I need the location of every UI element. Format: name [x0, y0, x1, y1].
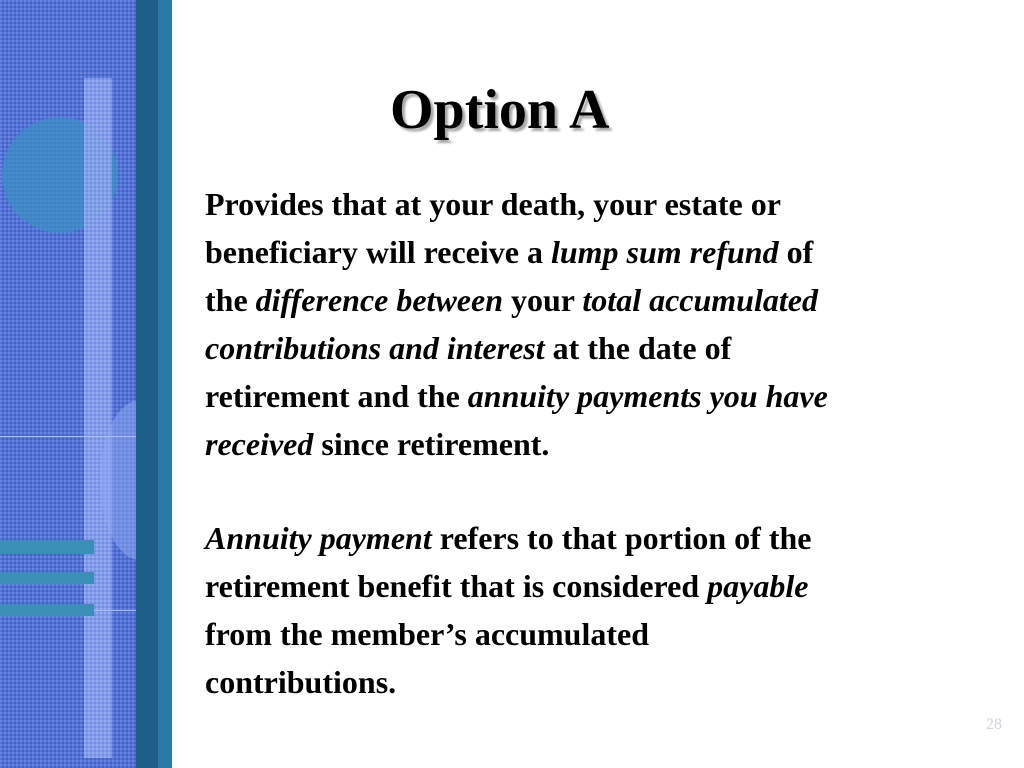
text-line: [205, 562, 995, 610]
text-line: [205, 276, 995, 324]
emphasized-text: annuity payments you have: [467, 378, 828, 414]
text-run: the: [205, 282, 256, 318]
paragraph-annuity-payment-definition: [205, 514, 995, 706]
text-line: [205, 180, 995, 228]
emphasized-text: total accumulated: [582, 282, 818, 318]
text-run: retirement and the: [205, 378, 468, 414]
emphasized-text: lump sum refund: [550, 234, 779, 270]
text-line: [205, 658, 995, 706]
text-line: [205, 372, 995, 420]
emphasized-text: Annuity payment: [205, 520, 432, 556]
emphasized-text: received: [205, 426, 314, 462]
text-line: [205, 228, 995, 276]
emphasized-text: contributions and interest: [205, 330, 545, 366]
text-run: your: [502, 282, 583, 318]
text-line: [205, 610, 995, 658]
text-run: retirement benefit that is considered: [205, 568, 708, 604]
decorative-side-panel: [0, 0, 172, 768]
text-run: at the date of: [544, 330, 732, 366]
text-run: contributions.: [205, 664, 397, 700]
text-run: Provides that at your death, your estate or: [205, 186, 781, 222]
slide-number: 28: [986, 716, 1002, 733]
text-run: refers to that portion of the: [431, 520, 812, 556]
text-line: [205, 514, 995, 562]
emphasized-text: difference between: [255, 282, 503, 318]
side-panel-graphic: [0, 0, 172, 768]
slide-title-text: Option A: [390, 79, 610, 141]
text-line: [205, 324, 995, 372]
emphasized-text: payable: [707, 568, 809, 604]
text-run: since retirement.: [313, 426, 550, 462]
text-run: beneficiary will receive a: [205, 234, 551, 270]
text-run: from the member’s accumulated: [205, 616, 650, 652]
text-run: of: [778, 234, 814, 270]
paragraph-option-a-description: [205, 180, 995, 468]
text-line: [205, 420, 995, 468]
